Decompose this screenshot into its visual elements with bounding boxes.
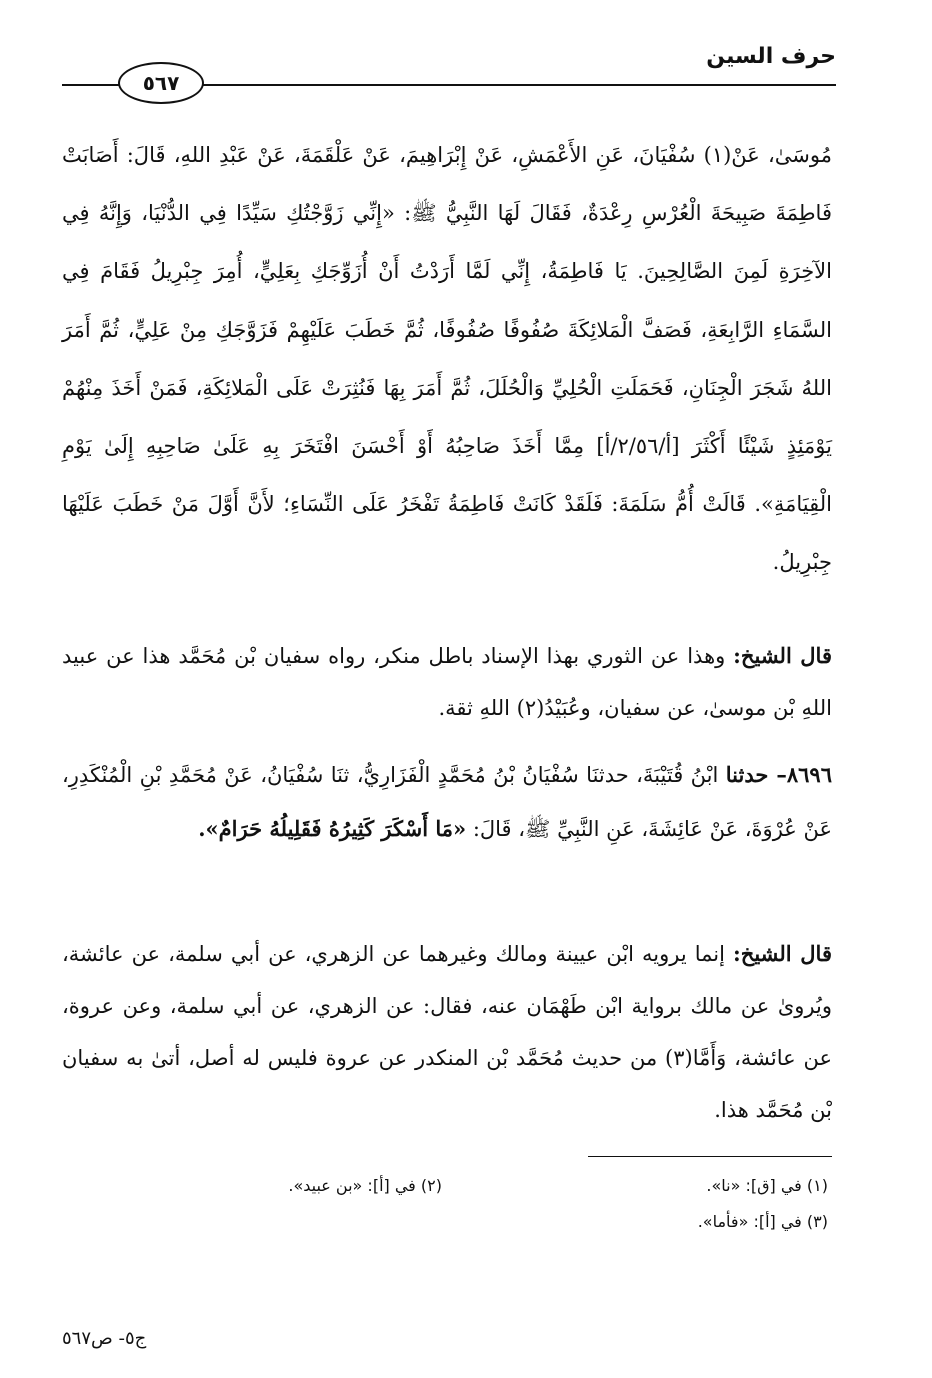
page-number: ٥٦٧ [142,71,180,95]
hadith-quote: «مَا أَسْكَرَ كَثِيرُهُ فَقَلِيلُهُ حَرَامٌ». [198,816,467,841]
paragraph-2 [62,630,832,734]
footnote-2: (٢) في [أ]: «بن عبيد». [288,1176,442,1195]
paragraph-2-text: وهذا عن الثوري بهذا الإسناد باطل منكر، رواه سفيان بْن مُحَمَّد هذا عن عبيد اللهِ بْن موسىٰ، عن سفيان، وعُبَيْدُ(٢) اللهِ ثقة. [62,644,832,720]
page-reference: ج٥- ص٥٦٧ [62,1328,147,1349]
sheikh-comment-2 [62,928,832,1136]
paragraph-4-text: إنما يرويه ابْن عيينة ومالك وغيرهما عن الزهري، عن أبي سلمة، عن عائشة، ويُروىٰ عن مالك برواية ابْن طَهْمَان عنه، فقال: عن الزهري، عن أبي سلمة، وعن عروة، عن عائشة، وَأَمَّا(٣) من حديث مُحَمَّد بْن المنكدر عن عروة فليس له أصل، أتىٰ به سفيان بْن مُحَمَّد هذا. [62,942,832,1122]
paragraph-3 [62,748,832,856]
paragraph-4 [62,928,832,1136]
hadith-number-label: ٨٦٩٦– حدثنا [725,762,832,787]
paragraph-1: مُوسَىٰ، عَنْ(١) سُفْيَانَ، عَنِ الأَعْمَشِ، عَنْ إِبْرَاهِيمَ، عَنْ عَلْقَمَةَ، عَنْ عَبْدِ اللهِ، قَالَ: أَصَابَتْ فَاطِمَةَ صَبِيحَةَ الْعُرْسِ رِعْدَةٌ، فَقَالَ لَهَا النَّبِيُّ ﷺ: «إِنِّي زَوَّجْتُكِ سَيِّدًا فِي الدُّنْيَا، وَإِنَّهُ فِي الآخِرَةِ لَمِنَ الصَّالِحِينَ. يَا فَاطِمَةُ، إِنِّي لَمَّا أَرَدْتُ أَنْ أُزَوِّجَكِ بِعَلِيٍّ، أُمِرَ جِبْرِيلُ فَقَامَ فِي السَّمَاءِ الرَّابِعَةِ، فَصَفَّ الْمَلائِكَةَ صُفُوفًا صُفُوفًا، ثُمَّ خَطَبَ عَلَيْهِمْ فَزَوَّجَكِ مِنْ عَلِيٍّ، ثُمَّ أَمَرَ اللهُ شَجَرَ الْجِنَانِ، فَحَمَلَتِ الْحُلِيِّ وَالْحُلَلَ، ثُمَّ أَمَرَ بِهَا فَنُثِرَتْ عَلَى الْمَلائِكَةِ، فَمَنْ أَخَذَ مِنْهُمْ يَوْمَئِذٍ شَيْئًا أَكْثَرَ [أ/٢/٥٦/أ] مِمَّا أَخَذَ صَاحِبُهُ أَوْ أَحْسَنَ افْتَخَرَ بِهِ عَلَىٰ صَاحِبِهِ إِلَىٰ يَوْمِ الْقِيَامَةِ». قَالَتْ أُمُّ سَلَمَةَ: فَلَقَدْ كَانَتْ فَاطِمَةُ تَفْخَرُ عَلَى النِّسَاءِ؛ لأَنَّ أَوَّلَ مَنْ خَطَبَ عَلَيْهَا جِبْرِيلُ. [62,143,833,575]
footnote-1: (١) في [ق]: «نا». [706,1176,828,1195]
hadith-text-continued [62,126,832,592]
chapter-title: حرف السين [706,44,836,69]
sheikh-label: قال الشيخ: [733,643,832,668]
sheikh-comment-1 [62,630,832,734]
footnote-rule [588,1156,832,1157]
page-number-badge [118,62,204,104]
hadith-8696 [62,748,832,856]
footnote-3: (٣) في [أ]: «فأما». [697,1212,828,1231]
sheikh-label-2: قال الشيخ: [733,941,832,966]
paragraph-3-text: ابْنُ قُتَيْبَةَ، حدثنَا سُفْيَانُ بْنُ مُحَمَّدٍ الْفَزَارِيُّ، ثنَا سُفْيَانُ، عَنْ مُحَمَّدِ بْنِ الْمُنْكَدِرِ، عَنْ عُرْوَةَ، عَنْ عَائِشَةَ، عَنِ النَّبِيِّ ﷺ، قَالَ: [62,763,832,841]
